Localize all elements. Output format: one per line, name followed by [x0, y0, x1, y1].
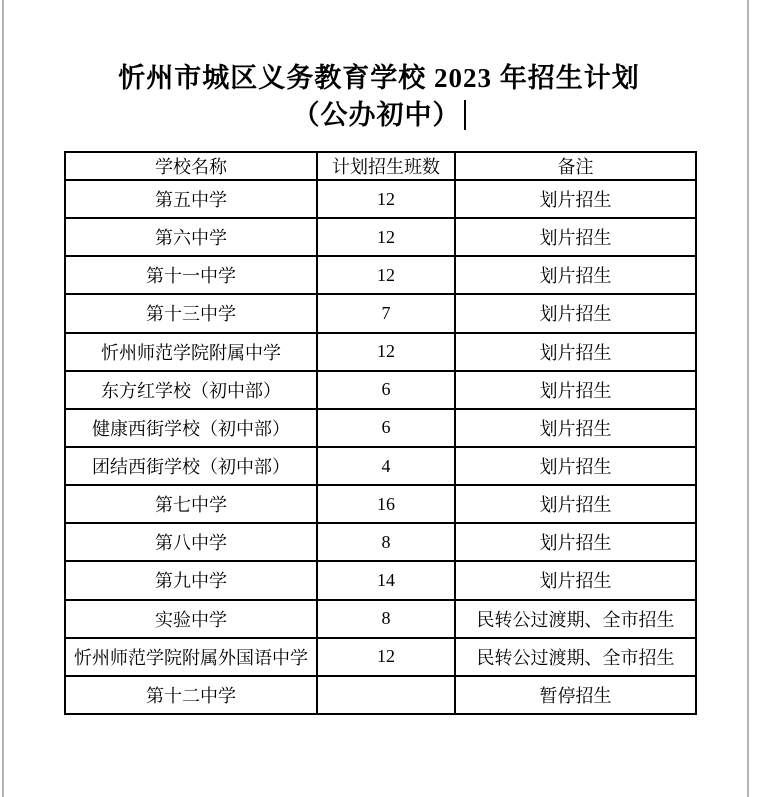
class-count-cell: 14: [317, 561, 455, 599]
remark-cell: 划片招生: [455, 447, 696, 485]
column-header-class-count: 计划招生班数: [317, 152, 455, 180]
text-cursor: [464, 100, 466, 130]
column-header-school-name: 学校名称: [65, 152, 317, 180]
column-header-remark: 备注: [455, 152, 696, 180]
table-row: [65, 523, 696, 561]
table-row: [65, 218, 696, 256]
class-count-cell: 12: [317, 333, 455, 371]
remark-cell: 划片招生: [455, 218, 696, 256]
school-name-cell: 忻州师范学院附属外国语中学: [65, 638, 317, 676]
table-row: [65, 676, 696, 714]
table-row: [65, 638, 696, 676]
remark-cell: 民转公过渡期、全市招生: [455, 638, 696, 676]
remark-cell: 划片招生: [455, 371, 696, 409]
remark-cell: 暂停招生: [455, 676, 696, 714]
document-title-line2: （公办初中）: [292, 100, 461, 130]
class-count-cell: 8: [317, 523, 455, 561]
school-name-cell: 健康西街学校（初中部）: [65, 409, 317, 447]
school-name-cell: 第五中学: [65, 180, 317, 218]
remark-cell: 划片招生: [455, 409, 696, 447]
table-row: [65, 371, 696, 409]
table-header-row: [65, 152, 696, 180]
enrollment-table[interactable]: [64, 151, 697, 715]
school-name-cell: 第十一中学: [65, 256, 317, 294]
class-count-cell: 12: [317, 180, 455, 218]
table-row: [65, 409, 696, 447]
document-title-line1: 忻州市城区义务教育学校 2023 年招生计划: [118, 63, 640, 93]
remark-cell: 划片招生: [455, 523, 696, 561]
class-count-cell: 4: [317, 447, 455, 485]
table-row: [65, 485, 696, 523]
document-title: [0, 60, 758, 134]
table-row: [65, 180, 696, 218]
class-count-cell: 7: [317, 294, 455, 332]
remark-cell: 划片招生: [455, 256, 696, 294]
school-name-cell: 第七中学: [65, 485, 317, 523]
table-row: [65, 333, 696, 371]
class-count-cell: [317, 676, 455, 714]
class-count-cell: 12: [317, 638, 455, 676]
table-row: [65, 561, 696, 599]
remark-cell: 民转公过渡期、全市招生: [455, 600, 696, 638]
class-count-cell: 8: [317, 600, 455, 638]
school-name-cell: 实验中学: [65, 600, 317, 638]
school-name-cell: 第六中学: [65, 218, 317, 256]
table-row: [65, 256, 696, 294]
remark-cell: 划片招生: [455, 485, 696, 523]
table-row: [65, 600, 696, 638]
remark-cell: 划片招生: [455, 333, 696, 371]
class-count-cell: 12: [317, 218, 455, 256]
remark-cell: 划片招生: [455, 180, 696, 218]
class-count-cell: 6: [317, 409, 455, 447]
school-name-cell: 团结西街学校（初中部）: [65, 447, 317, 485]
class-count-cell: 12: [317, 256, 455, 294]
document-title-line2-row: [0, 97, 758, 134]
remark-cell: 划片招生: [455, 561, 696, 599]
school-name-cell: 忻州师范学院附属中学: [65, 333, 317, 371]
school-name-cell: 第九中学: [65, 561, 317, 599]
table-row: [65, 447, 696, 485]
school-name-cell: 第十二中学: [65, 676, 317, 714]
class-count-cell: 16: [317, 485, 455, 523]
class-count-cell: 6: [317, 371, 455, 409]
school-name-cell: 第十三中学: [65, 294, 317, 332]
table-row: [65, 294, 696, 332]
school-name-cell: 第八中学: [65, 523, 317, 561]
school-name-cell: 东方红学校（初中部）: [65, 371, 317, 409]
remark-cell: 划片招生: [455, 294, 696, 332]
